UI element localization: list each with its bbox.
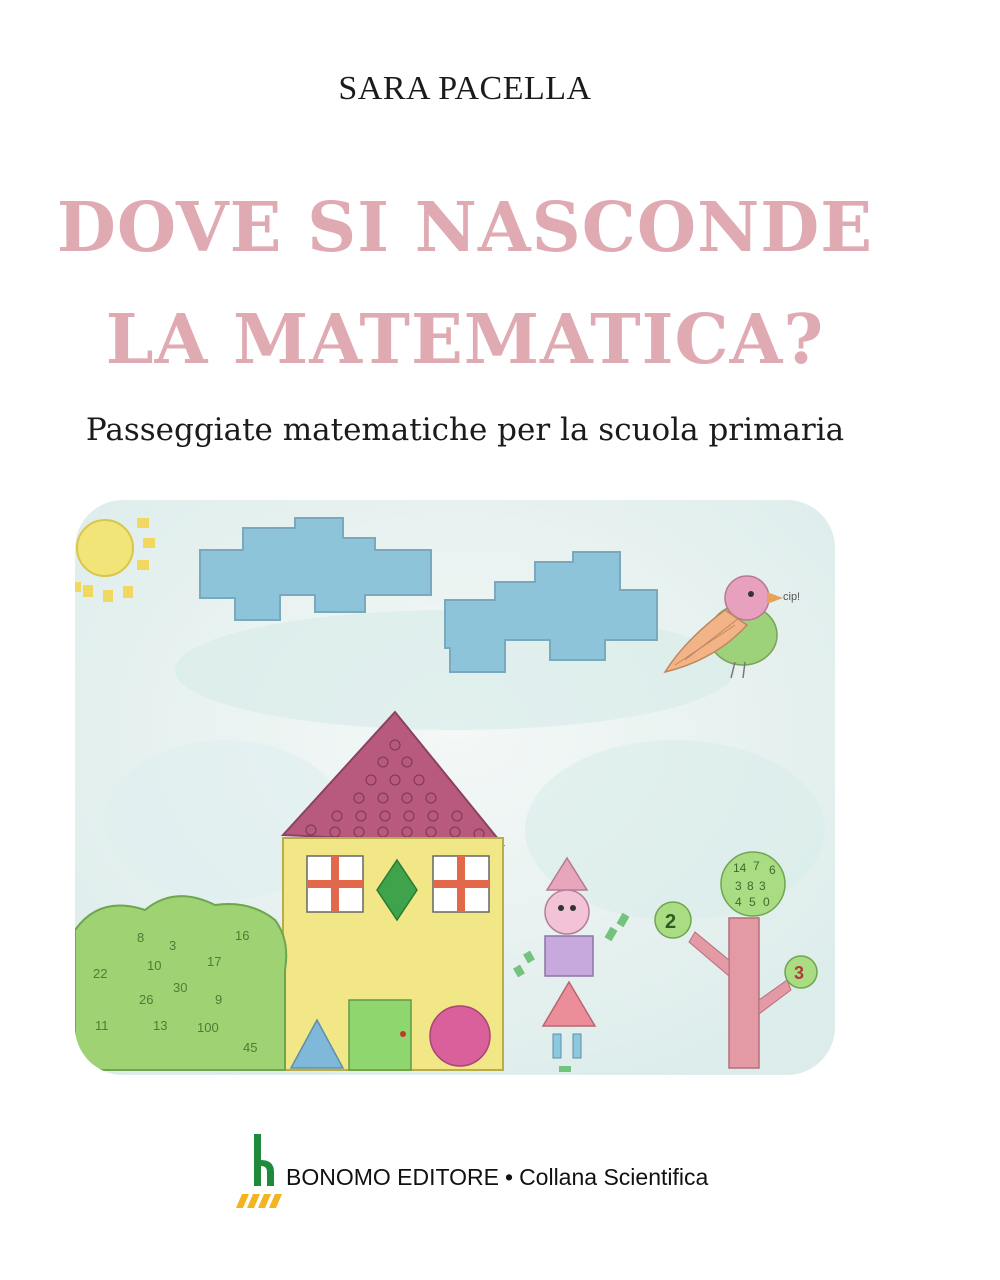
book-title-line-1: DOVE SI NASCONDE — [56, 188, 874, 268]
tree-number: 4 — [735, 895, 742, 909]
tree-number: 5 — [749, 895, 756, 909]
bush-number: 30 — [173, 980, 188, 995]
bird-sound-text: cip! — [783, 591, 801, 603]
bush-number: 11 — [95, 1018, 109, 1033]
book-subtitle: Passeggiate matematiche per la scuola primaria — [85, 412, 845, 448]
bush-number: 13 — [153, 1018, 168, 1033]
bush-number: 22 — [93, 966, 108, 981]
tree-number: 3 — [759, 879, 766, 893]
separator-dot: • — [505, 1164, 514, 1190]
bush-number: 10 — [147, 958, 162, 973]
bush-number: 16 — [235, 928, 250, 943]
bush-number: 9 — [215, 992, 223, 1007]
cover-illustration — [75, 500, 835, 1075]
tree-number: 7 — [753, 859, 760, 873]
author-name: SARA PACELLA — [338, 70, 592, 107]
fruit-number: 2 — [665, 911, 677, 933]
house-body — [283, 838, 503, 1070]
bush-number: 100 — [197, 1020, 219, 1035]
book-title-line-2: LA MATEMATICA? — [105, 300, 825, 380]
fruit-number: 3 — [794, 963, 805, 983]
tree-number: 6 — [769, 863, 776, 877]
series-name: Collana Scientifica — [519, 1164, 709, 1190]
bush-number: 17 — [207, 954, 222, 969]
publisher-block — [230, 1132, 750, 1212]
tree-number: 0 — [763, 895, 770, 909]
bush-icon — [75, 896, 286, 1070]
bush-number: 26 — [139, 992, 154, 1007]
tree-number: 8 — [747, 879, 754, 893]
tree-number: 14 — [733, 861, 747, 875]
bush-number: 45 — [243, 1040, 258, 1055]
bush-number: 8 — [137, 930, 145, 945]
publisher-name: BONOMO EDITORE — [286, 1164, 499, 1190]
tree-number: 3 — [735, 879, 742, 893]
publisher-logo-icon — [230, 1132, 282, 1212]
publisher-text — [286, 1164, 708, 1191]
bush-number: 3 — [169, 938, 177, 953]
